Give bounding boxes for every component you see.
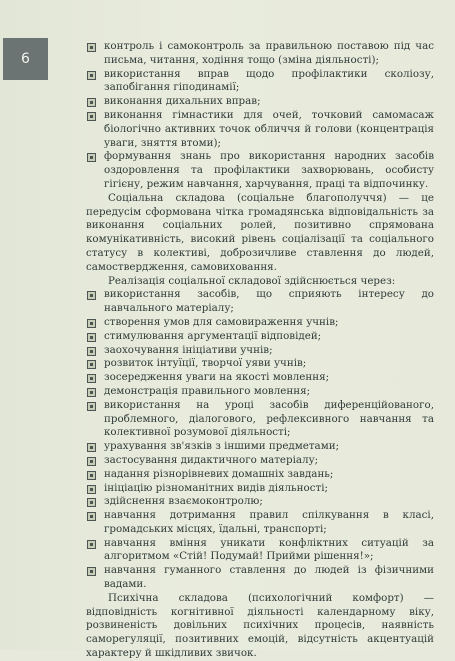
list-item: навчання дотримання правил спілкування в класі, громадських місцях, їдальні, транспорті; xyxy=(86,509,434,537)
square-bullet-icon xyxy=(87,374,96,383)
square-bullet-icon xyxy=(87,567,96,576)
list-item: виконання гімнастики для очей, точковий самомасаж біологічно активних точок обличчя й голови (концентрація уваги, зняття втоми); xyxy=(86,109,434,150)
list-item: створення умов для самовираження учнів; xyxy=(86,316,434,330)
list-item: контроль і самоконтроль за правильною поставою під час письма, читання, ходіння тощо (зміна діяльності); xyxy=(86,40,434,68)
list-item: використання засобів, що сприяють інтересу до навчального матеріалу; xyxy=(86,288,434,316)
list-item: урахування зв'язків з іншими предметами; xyxy=(86,440,434,454)
paragraph-social-implementation: Реалізація соціальної складової здійснюється через: xyxy=(108,274,396,287)
square-bullet-icon xyxy=(87,471,96,480)
social-measures-list xyxy=(86,288,434,592)
square-bullet-icon xyxy=(87,319,96,328)
paragraph-psychological-component: Психічна складова (психологічний комфорт) — відповідність когнітивної діяльності календарному віку, розвиненість довільних психічних процесів, наявність саморегуляції, позитивних емоцій, відсутність акцентуацій характеру й шкідливих звичок. xyxy=(86,591,434,660)
list-item: ініціацію різноманітних видів діяльності; xyxy=(86,482,434,496)
page-number: 6 xyxy=(3,38,48,80)
list-item: навчання гуманного ставлення до людей із фізичними вадами. xyxy=(86,564,434,592)
list-item: використання вправ щодо профілактики сколіозу, запобігання гіподинамії; xyxy=(86,68,434,96)
square-bullet-icon xyxy=(87,360,96,369)
square-bullet-icon xyxy=(87,98,96,107)
square-bullet-icon xyxy=(87,540,96,549)
list-item: застосування дидактичного матеріалу; xyxy=(86,454,434,468)
square-bullet-icon xyxy=(87,112,96,121)
list-item: заохочування ініціативи учнів; xyxy=(86,344,434,358)
list-item: здійснення взаємоконтролю; xyxy=(86,495,434,509)
square-bullet-icon xyxy=(87,512,96,521)
list-item: демонстрація правильного мовлення; xyxy=(86,385,434,399)
square-bullet-icon xyxy=(87,333,96,342)
list-item: навчання вміння уникати конфліктних ситуацій за алгоритмом «Стій! Подумай! Прийми рішення!»; xyxy=(86,537,434,565)
square-bullet-icon xyxy=(87,153,96,162)
square-bullet-icon xyxy=(87,347,96,356)
square-bullet-icon xyxy=(87,402,96,411)
square-bullet-icon xyxy=(87,71,96,80)
square-bullet-icon xyxy=(87,291,96,300)
list-item: формування знань про використання народних засобів оздоровлення та профілактики захворювань, особисту гігієну, режим навчання, харчування, праці та відпочинку. xyxy=(86,150,434,191)
square-bullet-icon xyxy=(87,485,96,494)
square-bullet-icon xyxy=(87,498,96,507)
list-item: використання на уроці засобів диференційованого, проблемного, діалогового, рефлексивного навчання та колективної розумової діяльності; xyxy=(86,399,434,440)
list-item: виконання дихальних вправ; xyxy=(86,95,434,109)
square-bullet-icon xyxy=(87,443,96,452)
square-bullet-icon xyxy=(87,388,96,397)
list-item: стимулювання аргументації відповідей; xyxy=(86,330,434,344)
square-bullet-icon xyxy=(87,43,96,52)
list-item: зосередження уваги на якості мовлення; xyxy=(86,371,434,385)
square-bullet-icon xyxy=(87,457,96,466)
paragraph-social-component: Соціальна складова (соціальне благополуччя) — це передусім сформована чітка громадянська відповідальність за виконання соціальних ролей, позитивно спрямована комунікативність, високий рівень соціалізації та соціального статусу в колективі, доброзичливе ставлення до людей, самоствердження, самовиховання. xyxy=(86,191,434,273)
list-item: надання різнорівневих домашніх завдань; xyxy=(86,468,434,482)
list-item: розвиток інтуїції, творчої уяви учнів; xyxy=(86,357,434,371)
page-content xyxy=(86,40,434,661)
health-measures-list xyxy=(86,40,434,192)
